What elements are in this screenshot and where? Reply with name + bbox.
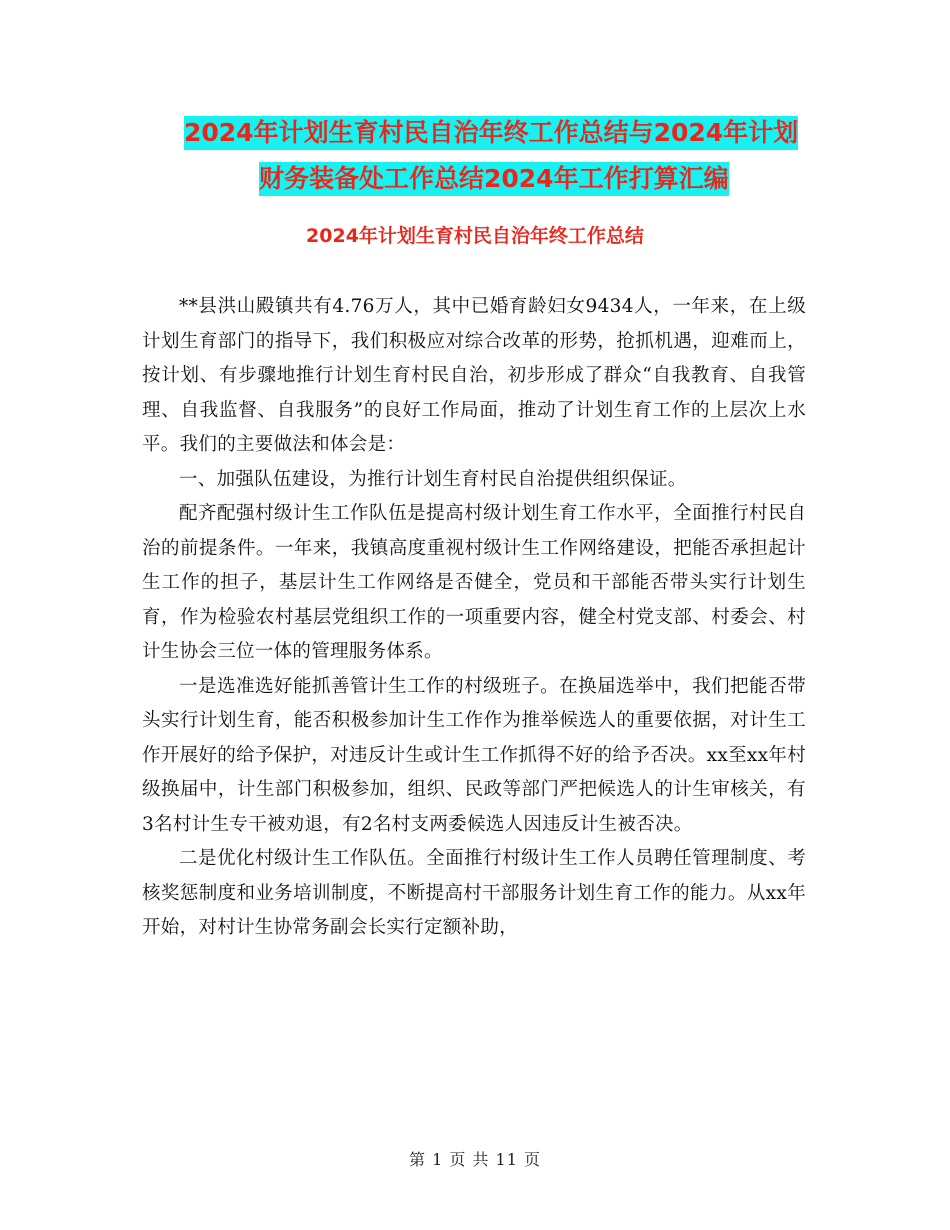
title-line-2: [140, 156, 840, 202]
paragraph-point-one-heading: 一、加强队伍建设，为推行计划生育村民自治提供组织保证。: [179, 468, 687, 490]
page-footer: 第 1 页 共 11 页: [409, 1150, 541, 1169]
paragraph-intro: **县洪山殿镇共有4.76万人，其中已婚育龄妇女9434人，一年来，在上级计划生育部门的指导下，我们积极应对综合改革的形势，抢抓机遇，迎难而上，按计划、有步骤地推行计划生育村民自治，初步形成了群众“自我教育、自我管理、自我监督、自我服务”的良好工作局面，推动了计划生育工作的上层次上水平。我们的主要做法和体会是：: [142, 296, 806, 455]
title-line-1: [140, 110, 840, 156]
paragraph-team-building: 配齐配强村级计生工作队伍是提高村级计划生育工作水平，全面推行村民自治的前提条件。一年来，我镇高度重视村级计生工作网络建设，把能否承担起计生工作的担子，基层计生工作网络是否健全，党员和干部能否带头实行计划生育，作为检验农村基层党组织工作的一项重要内容，健全村党支部、村委会、村计生协会三位一体的管理服务体系。: [142, 503, 806, 662]
document-title: [140, 110, 840, 202]
paragraph-village-leadership: 一是选准选好能抓善管计生工作的村级班子。在换届选举中，我们把能否带头实行计划生育，能否积极参加计生工作作为推举候选人的重要依据，对计生工作开展好的给予保护，对违反计生或计生工作抓得不好的给予否决。xx至xx年村级换届中，计生部门积极参加，组织、民政等部门严把候选人的计生审核关，有3名村计生专干被劝退，有2名村支两委候选人因违反计生被否决。: [142, 675, 806, 835]
paragraph-optimize-team: 二是优化村级计生工作队伍。全面推行村级计生工作人员聘任管理制度、考核奖惩制度和业务培训制度，不断提高村干部服务计划生育工作的能力。从xx年开始，对村计生协常务副会长实行定额补助，: [142, 848, 806, 938]
body-text: [142, 290, 806, 946]
title-highlight-1: 2024年计划生育村民自治年终工作总结与2024年计划: [184, 116, 798, 150]
title-highlight-2: 财务装备处工作总结2024年工作打算汇编: [259, 162, 729, 196]
section-heading: 2024年计划生育村民自治年终工作总结: [306, 225, 644, 247]
